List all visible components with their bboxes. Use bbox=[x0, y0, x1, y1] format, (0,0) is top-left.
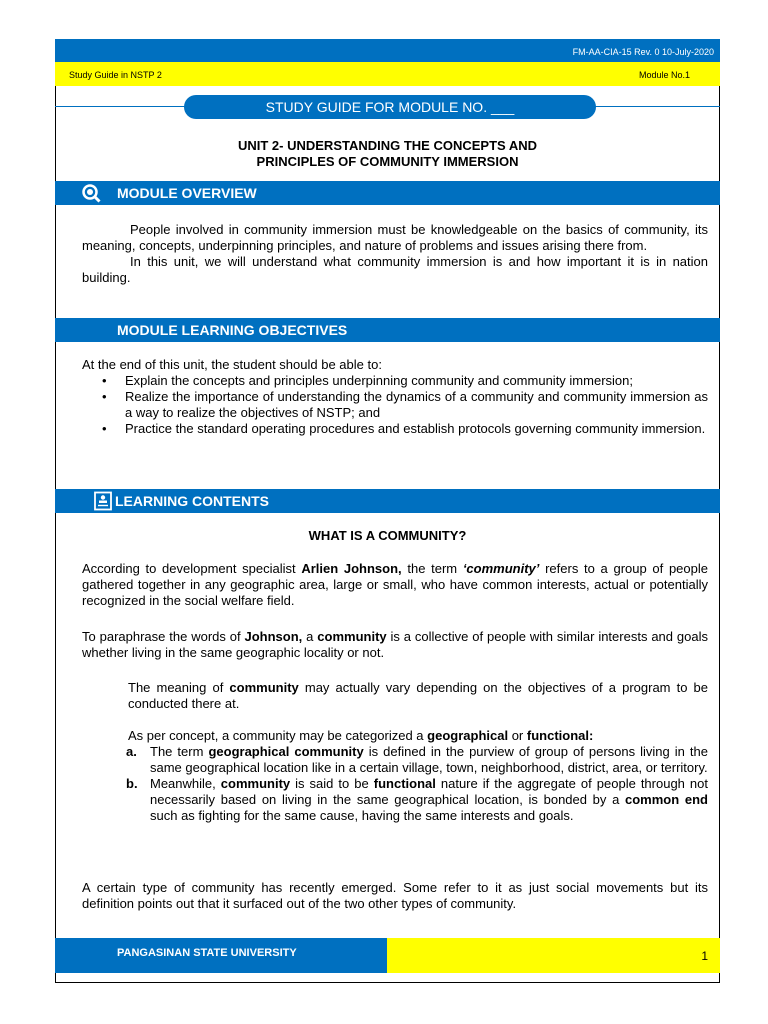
objectives-text bbox=[82, 357, 708, 437]
module-overview-header bbox=[55, 181, 720, 205]
unit-title bbox=[55, 138, 720, 170]
document-icon bbox=[93, 491, 113, 511]
text-span: nature if the aggregate of people through not necessarily based on living in the same geographical location, is bonded by a bbox=[150, 776, 709, 807]
term-geographical-community: geographical community bbox=[208, 744, 364, 759]
term-functional: functional: bbox=[526, 728, 594, 743]
objectives-list bbox=[80, 373, 708, 437]
term-geographical: geographical bbox=[427, 728, 509, 743]
text-span: may actually vary depending on the objectives of a program to be conducted there at. bbox=[128, 680, 709, 711]
term-community: community bbox=[317, 629, 387, 644]
contents-paragraph-3 bbox=[128, 680, 708, 712]
list-item bbox=[126, 744, 708, 776]
text-span: is defined in the purview of group of persons living in the same geographical location like in a certain village, town, neighborhood, district, area, or territory. bbox=[150, 744, 708, 775]
overview-paragraph-2: In this unit, we will understand what community immersion is and how important it is in nation building. bbox=[82, 254, 708, 285]
university-name: PANGASINAN STATE UNIVERSITY bbox=[117, 947, 297, 959]
author-name: Arlien Johnson, bbox=[301, 561, 402, 576]
form-code: FM-AA-CIA-15 Rev. 0 10-July-2020 bbox=[572, 47, 714, 57]
list-item: • Realize the importance of understanding the dynamics of a community and community immersion as a way to realize the objectives of NSTP; and bbox=[80, 389, 708, 421]
list-item: • Practice the standard operating procedures and establish protocols governing community immersion. bbox=[80, 421, 708, 437]
category-list bbox=[126, 744, 708, 824]
text-span: or bbox=[508, 728, 527, 743]
term-common-end: common end bbox=[625, 792, 708, 807]
page-number: 1 bbox=[701, 949, 708, 963]
term-community: community bbox=[220, 776, 291, 791]
text-span: The term bbox=[150, 744, 209, 759]
text-span: is said to be bbox=[290, 776, 374, 791]
contents-paragraph-1 bbox=[82, 561, 708, 609]
text-span: a bbox=[302, 629, 318, 644]
contents-paragraph-2 bbox=[82, 629, 708, 661]
list-item: • Explain the concepts and principles underpinning community and community immersion; bbox=[80, 373, 708, 389]
module-number: Module No.1 bbox=[638, 70, 690, 80]
page-title: STUDY GUIDE FOR MODULE NO. ___ bbox=[184, 95, 596, 119]
learning-contents-header bbox=[55, 489, 720, 513]
text-span: is a collective of people with similar interests and goals whether living in the same geographic locality or not. bbox=[82, 629, 708, 660]
list-item bbox=[126, 776, 708, 824]
author-name: Johnson, bbox=[244, 629, 303, 644]
text-span: refers to a group of people gathered together in any geographic area, large or small, who have common interests, actual or potentially recognized in the social welfare field. bbox=[82, 561, 708, 608]
contents-paragraph-4 bbox=[128, 728, 708, 824]
contents-paragraph-5: A certain type of community has recently emerged. Some refer to it as just social movements but its definition points out that it surfaced out of the two other types of community. bbox=[82, 880, 708, 911]
list-marker: b. bbox=[126, 776, 138, 791]
overview-text bbox=[82, 222, 708, 286]
text-span: To paraphrase the words of bbox=[82, 629, 245, 644]
header-bar bbox=[55, 62, 720, 86]
module-overview-heading: MODULE OVERVIEW bbox=[117, 185, 257, 201]
objectives-intro: At the end of this unit, the student should be able to: bbox=[82, 357, 382, 372]
unit-title-line1: UNIT 2- UNDERSTANDING THE CONCEPTS AND bbox=[237, 138, 537, 153]
text-span: According to development specialist bbox=[82, 561, 302, 576]
magnifier-icon bbox=[81, 183, 101, 203]
overview-paragraph-1: People involved in community immersion must be knowledgeable on the basics of community, its meaning, concepts, underpinning principles, and nature of problems and issues arising there from. bbox=[82, 222, 708, 253]
text-span: Meanwhile, bbox=[150, 776, 221, 791]
term-community: community bbox=[229, 680, 299, 695]
learning-contents-heading: LEARNING CONTENTS bbox=[115, 493, 269, 509]
form-code-bar bbox=[55, 39, 720, 62]
text-span: the term bbox=[401, 561, 463, 576]
term-community: ‘community’ bbox=[462, 561, 540, 576]
term-functional: functional bbox=[373, 776, 436, 791]
text-span: As per concept, a community may be categorized a bbox=[128, 728, 428, 743]
course-name: Study Guide in NSTP 2 bbox=[69, 70, 162, 80]
footer-university-bar bbox=[55, 938, 387, 973]
learning-objectives-header bbox=[55, 318, 720, 342]
text-span: such as fighting for the same cause, having the same interests and goals. bbox=[150, 808, 574, 823]
learning-objectives-heading: MODULE LEARNING OBJECTIVES bbox=[117, 322, 348, 338]
list-marker: a. bbox=[126, 744, 137, 759]
footer-page-bar bbox=[387, 938, 720, 973]
text-span: The meaning of bbox=[128, 680, 230, 695]
section-title: WHAT IS A COMMUNITY? bbox=[308, 528, 467, 543]
unit-title-line2: PRINCIPLES OF COMMUNITY IMMERSION bbox=[256, 154, 519, 169]
